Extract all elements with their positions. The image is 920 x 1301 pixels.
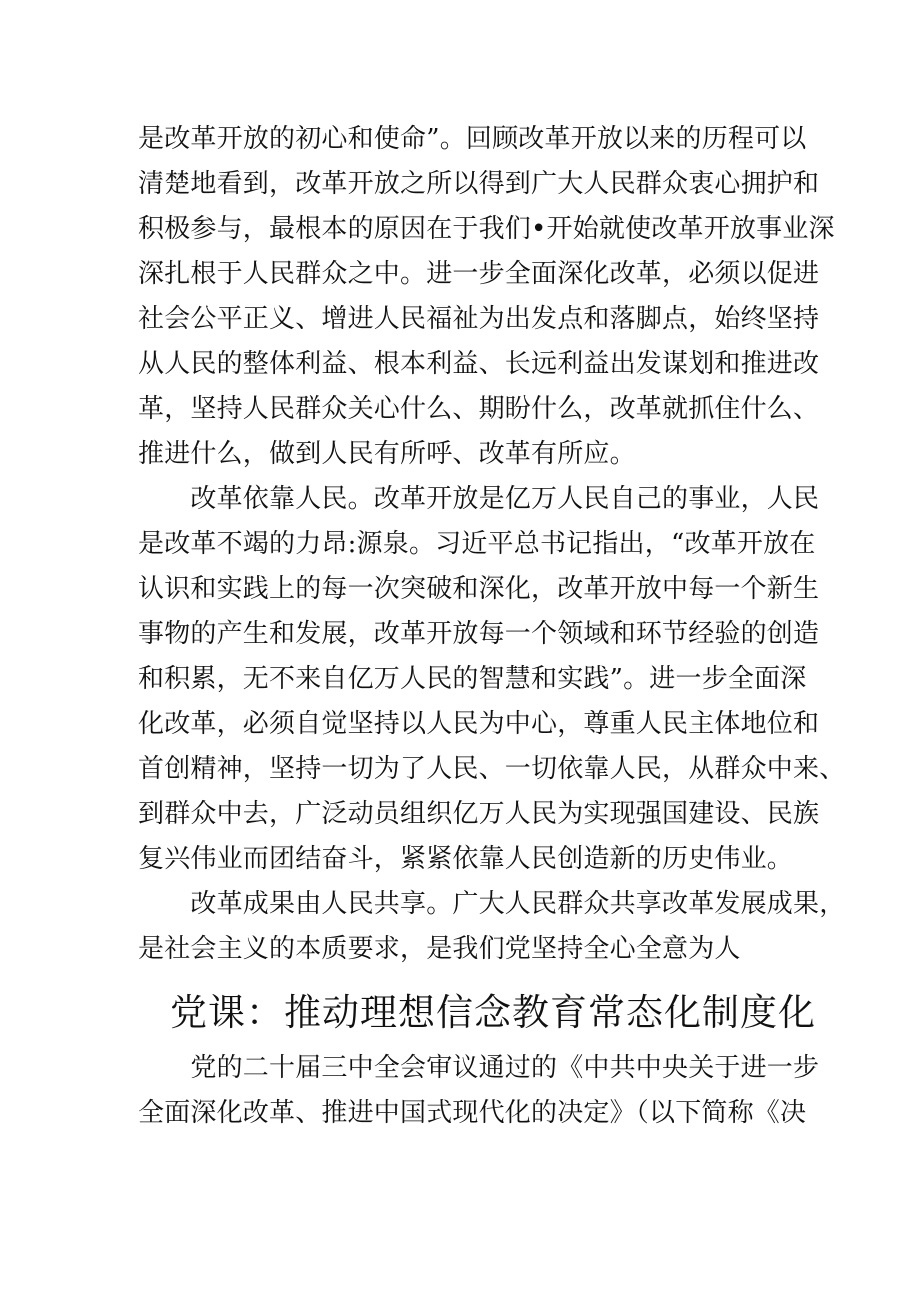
text-line: 从人民的整体利益、根本利益、长远利益出发谋划和推进改 bbox=[138, 349, 820, 379]
section-heading: 党课：推动理想信念教育常态化制度化 bbox=[170, 990, 816, 1034]
text-line: 改革依靠人民。改革开放是亿万人民自己的事业，人民 bbox=[138, 484, 820, 514]
text-line: 清楚地看到，改革开放之所以得到广大人民群众衷心拥护和 bbox=[138, 169, 820, 199]
text-line: 积极参与，最根本的原因在于我们•开始就使改革开放事业深 bbox=[138, 214, 835, 244]
text-line: 社会公平正义、增进人民福祉为出发点和落脚点，始终坚持 bbox=[138, 304, 820, 334]
text-line: 党的二十届三中全会审议通过的《中共中央关于进一步 bbox=[138, 1053, 820, 1083]
text-line: 全面深化改革、推进中国式现代化的决定》（以下简称《决 bbox=[138, 1098, 807, 1128]
body-text-section-2 bbox=[138, 1046, 820, 1136]
text-line: 到群众中去，广泛动员组织亿万人民为实现强国建设、民族 bbox=[138, 799, 820, 829]
text-line: 推进什么，做到人民有所呼、改革有所应。 bbox=[138, 439, 636, 469]
text-line: 是社会主义的本质要求，是我们党坚持全心全意为人 bbox=[138, 934, 741, 964]
text-line: 事物的产生和发展，改革开放每一个领域和环节经验的创造 bbox=[138, 619, 820, 649]
text-line: 改革成果由人民共享。广大人民群众共享改革发展成果， bbox=[138, 889, 846, 919]
text-line: 首创精神，坚持一切为了人民、一切依靠人民，从群众中来、 bbox=[138, 754, 846, 784]
text-line: 和积累，无不来自亿万人民的智慧和实践”。进一步全面深 bbox=[138, 664, 807, 694]
body-text-section-1 bbox=[138, 117, 846, 972]
text-line: 认识和实践上的每一次突破和深化，改革开放中每一个新生 bbox=[138, 574, 820, 604]
text-line: 革，坚持人民群众关心什么、期盼什么，改革就抓住什么、 bbox=[138, 394, 820, 424]
text-line: 复兴伟业而团结奋斗，紧紧依靠人民创造新的历史伟业。 bbox=[138, 844, 794, 874]
text-line: 是改革开放的初心和使命”。回顾改革开放以来的历程可以 bbox=[138, 124, 807, 154]
text-line: 是改革不竭的力昂:源泉。习近平总书记指出，“改革开放在 bbox=[138, 529, 816, 559]
text-line: 化改革，必须自觉坚持以人民为中心，尊重人民主体地位和 bbox=[138, 709, 820, 739]
text-line: 深扎根于人民群众之中。进一步全面深化改革，必须以促进 bbox=[138, 259, 820, 289]
